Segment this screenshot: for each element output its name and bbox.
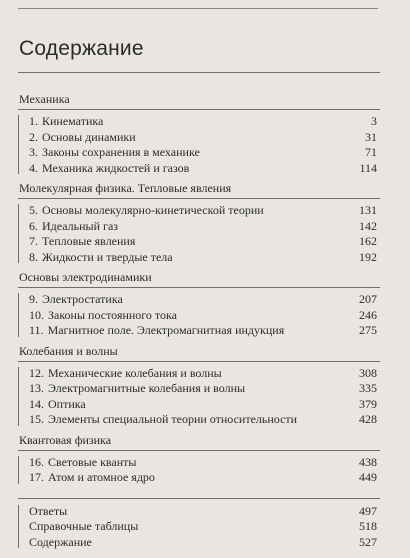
toc-entry[interactable] bbox=[18, 161, 380, 177]
entry-label: Законы постоянного тока bbox=[48, 307, 177, 322]
entry-number: 13. bbox=[29, 381, 44, 395]
section-title: Колебания и волны bbox=[19, 343, 118, 358]
entry-page: 497 bbox=[359, 503, 377, 518]
entry-number: 8. bbox=[29, 249, 38, 264]
entry-label: Механические колебания и волны bbox=[48, 365, 222, 380]
toc-section-electrodynamics bbox=[18, 270, 380, 339]
entry-page: 275 bbox=[359, 323, 377, 337]
section-title: Основы электродинамики bbox=[19, 270, 152, 284]
entry-number: 14. bbox=[29, 396, 44, 411]
entry-label: Атом и атомное ядро bbox=[48, 470, 155, 484]
entry-label: Механика жидкостей и газов bbox=[42, 160, 190, 175]
entry-number: 11. bbox=[29, 323, 44, 337]
entry-page: 3 bbox=[371, 114, 377, 128]
appendix-items bbox=[18, 504, 380, 551]
entry-label: Световые кванты bbox=[48, 454, 137, 469]
toc-entry[interactable] bbox=[18, 292, 380, 308]
entry-number: 1. bbox=[29, 114, 38, 128]
entry-number: 16. bbox=[29, 454, 44, 469]
top-rule bbox=[18, 8, 378, 9]
entry-label: Элементы специальной теории относительности bbox=[48, 412, 298, 426]
appendix-entry-contents[interactable] bbox=[18, 535, 380, 551]
entry-page: 428 bbox=[359, 412, 377, 426]
toc-entry[interactable] bbox=[18, 219, 380, 235]
entry-label: Кинематика bbox=[42, 114, 104, 128]
entry-number: 12. bbox=[29, 365, 44, 380]
toc-entry[interactable] bbox=[18, 203, 380, 219]
toc-section-oscillations-waves bbox=[18, 344, 380, 428]
entry-page: 379 bbox=[359, 396, 377, 411]
entry-label: Основы молекулярно-кинетической теории bbox=[42, 203, 264, 217]
toc-entry[interactable] bbox=[18, 381, 380, 397]
entry-number: 3. bbox=[29, 145, 38, 159]
section-title: Молекулярная физика. Тепловые явления bbox=[19, 181, 232, 195]
entry-label: Основы динамики bbox=[42, 129, 136, 144]
section-title: Механика bbox=[19, 92, 70, 106]
title-rule bbox=[18, 72, 380, 73]
toc-entry[interactable] bbox=[18, 412, 380, 428]
toc-entry[interactable] bbox=[18, 397, 380, 413]
entry-number: 9. bbox=[29, 292, 38, 306]
section-rule bbox=[18, 198, 380, 199]
toc-entry[interactable] bbox=[18, 323, 380, 339]
entry-number: 2. bbox=[29, 129, 38, 144]
section-rule bbox=[18, 450, 380, 451]
toc-entry[interactable] bbox=[18, 234, 380, 250]
entry-label: Жидкости и твердые тела bbox=[42, 249, 173, 264]
entry-page: 31 bbox=[365, 129, 377, 144]
toc-entry[interactable] bbox=[18, 366, 380, 382]
entry-number: 17. bbox=[29, 470, 44, 484]
entry-number: 10. bbox=[29, 307, 44, 322]
section-items bbox=[18, 292, 380, 339]
entry-label: Оптика bbox=[48, 396, 86, 411]
section-items bbox=[18, 114, 380, 176]
toc-section-quantum-physics bbox=[18, 433, 380, 486]
entry-page: 131 bbox=[359, 203, 377, 217]
entry-page: 114 bbox=[359, 160, 377, 175]
toc-entry[interactable] bbox=[18, 470, 380, 486]
entry-number: 6. bbox=[29, 218, 38, 233]
section-rule bbox=[18, 287, 380, 288]
toc-entry[interactable] bbox=[18, 145, 380, 161]
toc-entry[interactable] bbox=[18, 114, 380, 130]
entry-number: 7. bbox=[29, 234, 38, 248]
entry-number: 15. bbox=[29, 412, 44, 426]
toc-entry[interactable] bbox=[18, 308, 380, 324]
toc-entry[interactable] bbox=[18, 130, 380, 146]
toc-appendix bbox=[18, 498, 380, 551]
entry-page: 162 bbox=[359, 234, 377, 248]
section-rule bbox=[18, 361, 380, 362]
entry-page: 518 bbox=[359, 519, 377, 533]
entry-label: Электростатика bbox=[42, 292, 123, 306]
entry-label: Справочные таблицы bbox=[29, 519, 139, 533]
entry-number: 4. bbox=[29, 160, 38, 175]
entry-page: 246 bbox=[359, 307, 377, 322]
entry-label: Содержание bbox=[29, 534, 92, 549]
toc-section-molecular-physics bbox=[18, 181, 380, 265]
section-items bbox=[18, 455, 380, 486]
entry-page: 308 bbox=[359, 365, 377, 380]
entry-number: 5. bbox=[29, 203, 38, 217]
entry-page: 71 bbox=[365, 145, 377, 159]
entry-label: Идеальный газ bbox=[42, 218, 119, 233]
toc-section-mechanics bbox=[18, 92, 380, 176]
appendix-rule bbox=[18, 498, 380, 499]
title-block bbox=[18, 36, 380, 73]
entry-page: 142 bbox=[359, 218, 377, 233]
entry-page: 207 bbox=[359, 292, 377, 306]
entry-label: Тепловые явления bbox=[42, 234, 136, 248]
page-title: Содержание bbox=[19, 37, 144, 60]
appendix-entry-reference-tables[interactable] bbox=[18, 519, 380, 535]
entry-page: 449 bbox=[359, 470, 377, 484]
appendix-entry-answers[interactable] bbox=[18, 504, 380, 520]
toc-entry[interactable] bbox=[18, 455, 380, 471]
section-rule bbox=[18, 109, 380, 110]
entry-page: 192 bbox=[359, 249, 377, 264]
entry-label: Электромагнитные колебания и волны bbox=[48, 381, 246, 395]
section-title: Квантовая физика bbox=[19, 432, 112, 447]
section-items bbox=[18, 203, 380, 265]
toc-entry[interactable] bbox=[18, 250, 380, 266]
entry-label: Ответы bbox=[29, 503, 68, 518]
section-items bbox=[18, 366, 380, 428]
entry-label: Магнитное поле. Электромагнитная индукция bbox=[47, 323, 285, 337]
entry-page: 335 bbox=[359, 381, 377, 395]
table-of-contents bbox=[18, 92, 380, 555]
entry-page: 438 bbox=[359, 454, 377, 469]
entry-page: 527 bbox=[359, 534, 377, 549]
entry-label: Законы сохранения в механике bbox=[42, 145, 200, 159]
